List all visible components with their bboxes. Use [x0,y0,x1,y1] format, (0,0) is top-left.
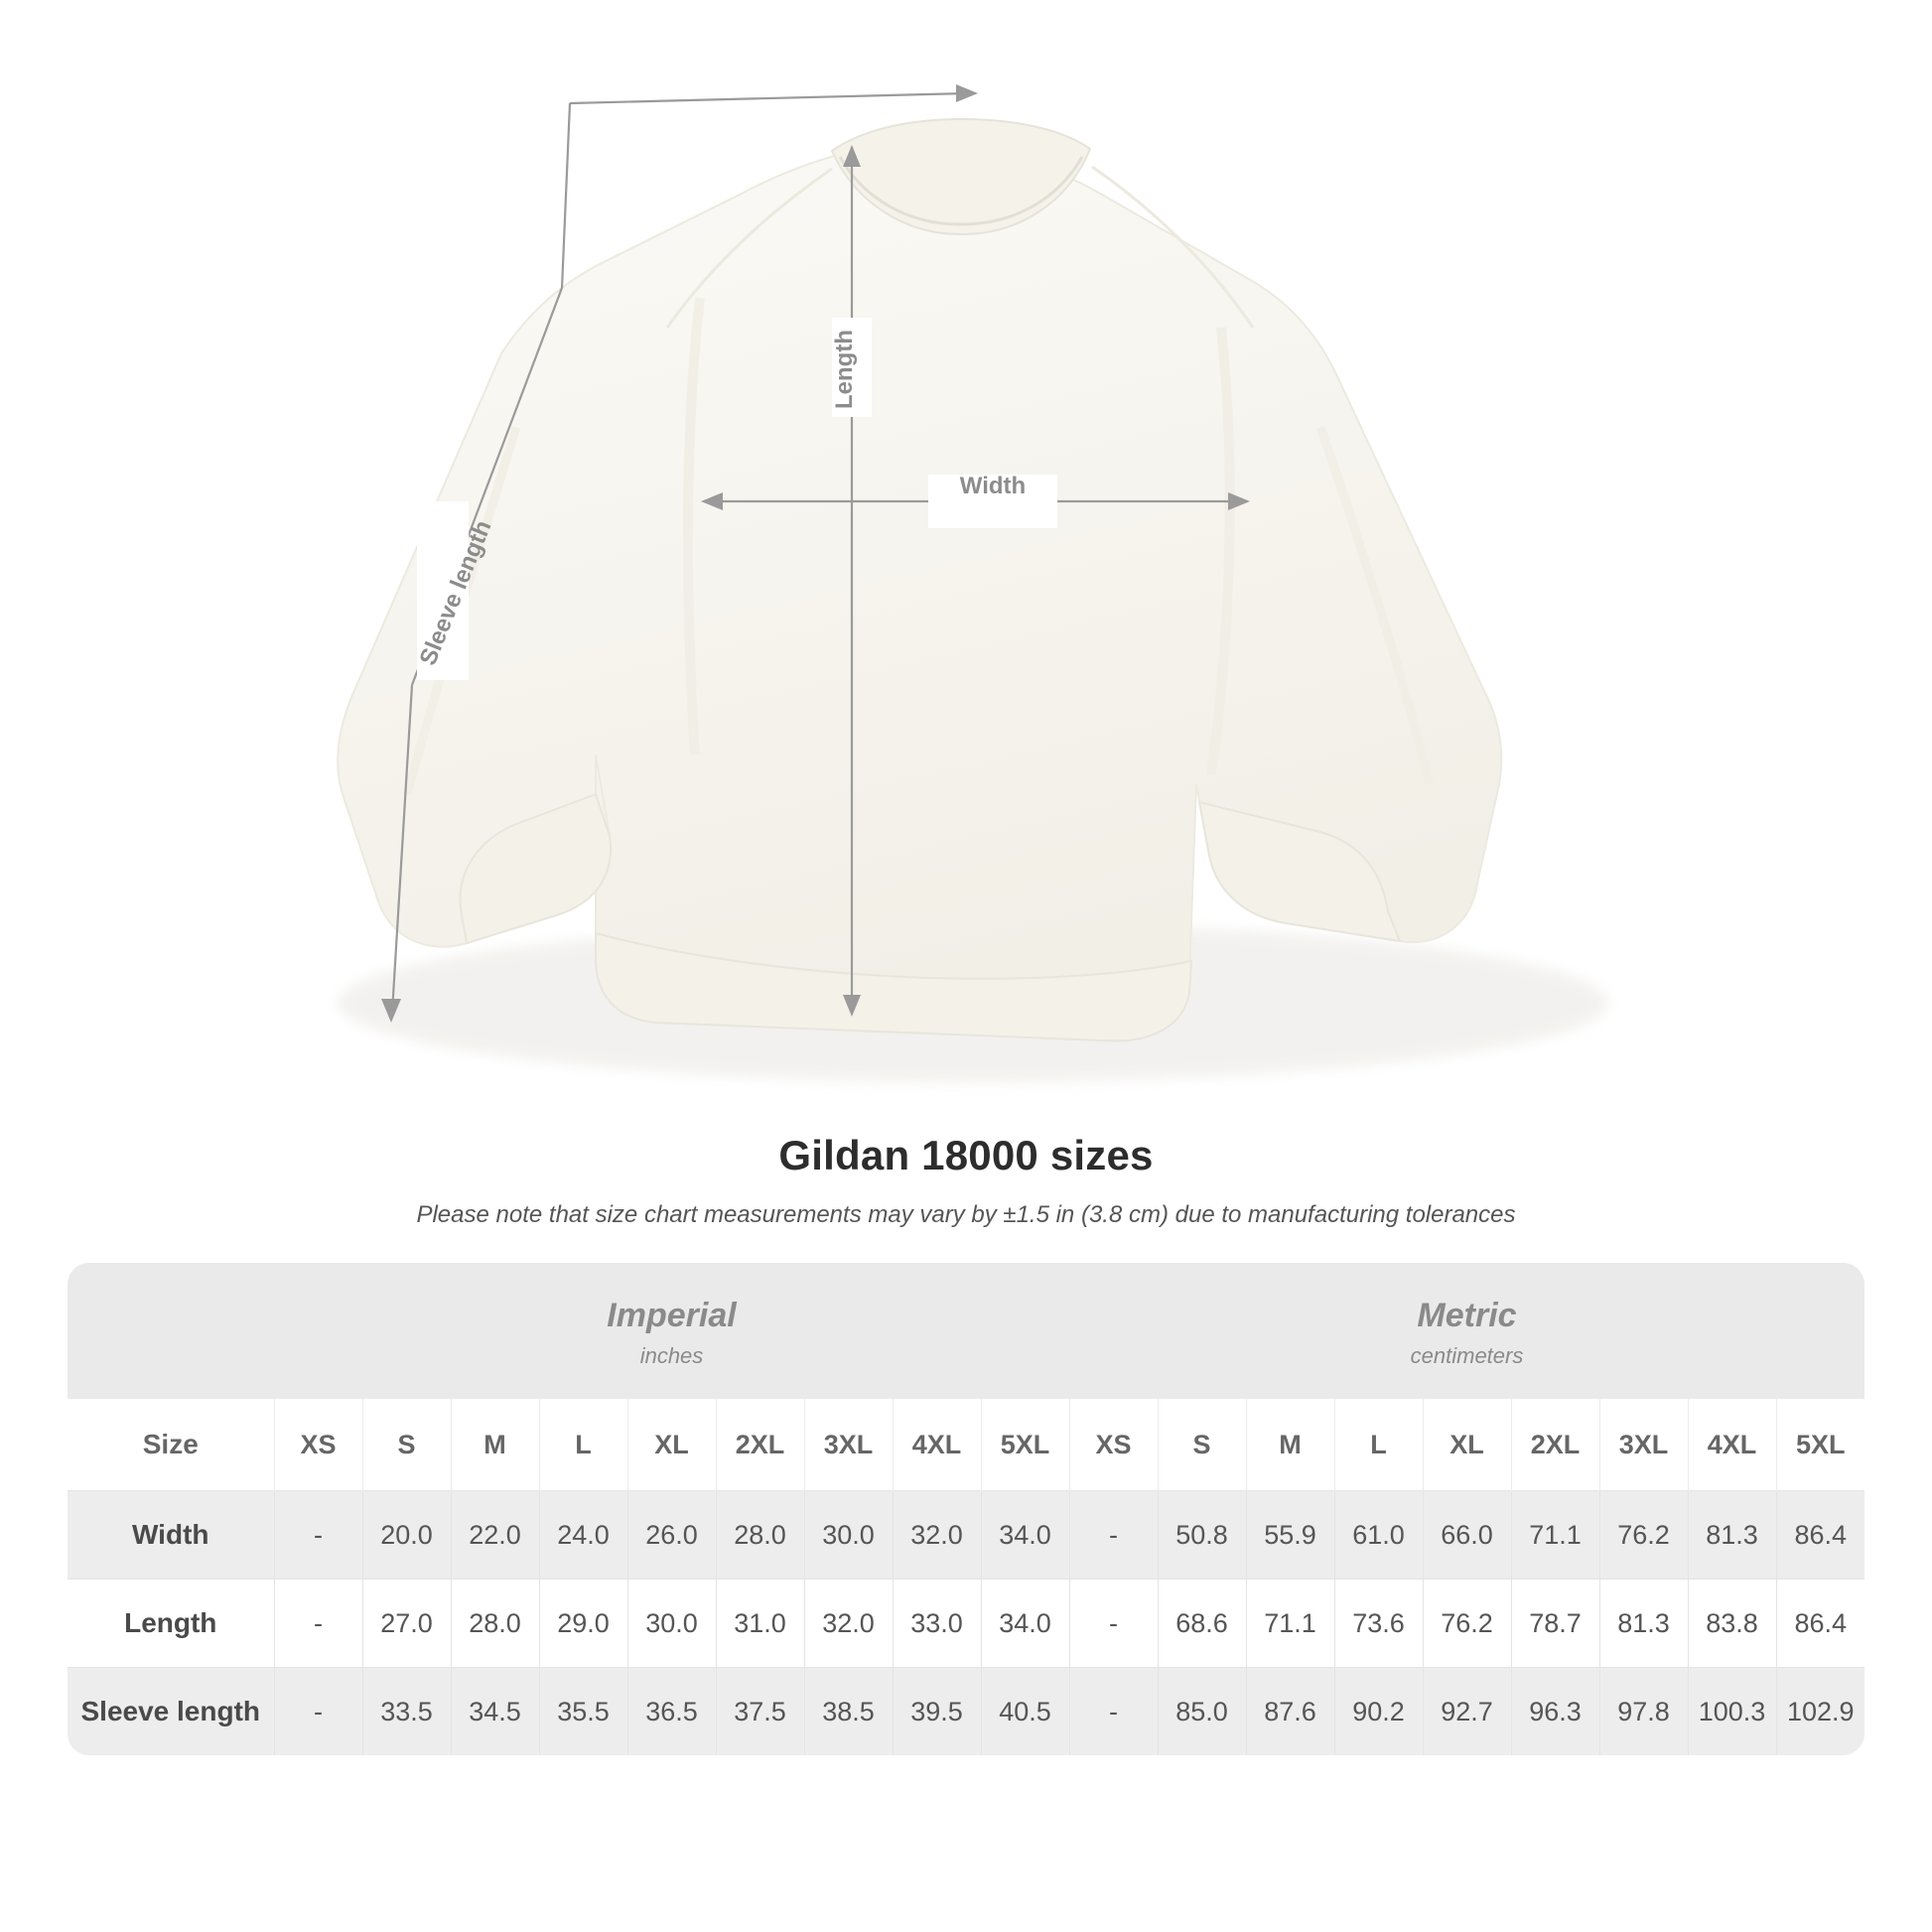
cell-length-3: 29.0 [539,1580,627,1668]
cell-sleeve-3: 35.5 [539,1668,627,1756]
page-title: Gildan 18000 sizes [778,1132,1154,1178]
cell-sleeve-4: 36.5 [627,1668,716,1756]
cell-sleeve-2: 34.5 [451,1668,539,1756]
unit-metric-name: Metric [1417,1297,1517,1334]
row-label-width: Width [68,1491,274,1580]
cell-length-7: 33.0 [893,1580,981,1668]
header-col-12: L [1334,1399,1423,1491]
column-header-row [68,1399,1864,1491]
cell-width-16: 81.3 [1688,1491,1776,1580]
cell-width-6: 30.0 [804,1491,893,1580]
unit-metric-sub: centimeters [1410,1343,1524,1368]
cell-sleeve-7: 39.5 [893,1668,981,1756]
cell-length-15: 81.3 [1599,1580,1688,1668]
row-label-length: Length [68,1580,274,1668]
cell-sleeve-12: 90.2 [1334,1668,1423,1756]
cell-width-10: 50.8 [1158,1491,1246,1580]
unit-imperial-sub: inches [639,1343,704,1368]
cell-sleeve-14: 96.3 [1511,1668,1599,1756]
cell-length-13: 76.2 [1423,1580,1511,1668]
title-block [0,1132,1932,1229]
cell-width-0: - [274,1491,362,1580]
cell-sleeve-17: 102.9 [1776,1668,1864,1756]
cell-length-2: 28.0 [451,1580,539,1668]
cell-width-17: 86.4 [1776,1491,1864,1580]
cell-width-1: 20.0 [362,1491,451,1580]
cell-length-6: 32.0 [804,1580,893,1668]
header-col-2: M [451,1399,539,1491]
table-row [68,1580,1864,1668]
header-col-17: 5XL [1776,1399,1864,1491]
header-col-9: XS [1069,1399,1158,1491]
cell-sleeve-15: 97.8 [1599,1668,1688,1756]
cell-width-15: 76.2 [1599,1491,1688,1580]
width-label: Width [959,473,1027,499]
unit-imperial [274,1263,1069,1399]
cell-sleeve-13: 92.7 [1423,1668,1511,1756]
cell-length-1: 27.0 [362,1580,451,1668]
cell-length-12: 73.6 [1334,1580,1423,1668]
cell-width-9: - [1069,1491,1158,1580]
header-col-5: 2XL [716,1399,804,1491]
cell-width-7: 32.0 [893,1491,981,1580]
header-col-14: 2XL [1511,1399,1599,1491]
cell-length-16: 83.8 [1688,1580,1776,1668]
cell-sleeve-0: - [274,1668,362,1756]
unit-imperial-name: Imperial [607,1297,737,1334]
header-col-8: 5XL [981,1399,1069,1491]
header-col-13: XL [1423,1399,1511,1491]
header-col-3: L [539,1399,627,1491]
header-col-1: S [362,1399,451,1491]
cell-length-5: 31.0 [716,1580,804,1668]
tolerance-note: Please note that size chart measurements may vary by ±1.5 in (3.8 cm) due to manufacturing tolerances [416,1201,1516,1228]
size-table-container [68,1263,1864,1755]
cell-width-14: 71.1 [1511,1491,1599,1580]
header-col-11: M [1246,1399,1334,1491]
header-col-6: 3XL [804,1399,893,1491]
header-size: Size [68,1399,274,1491]
unit-spacer [68,1263,274,1399]
header-col-16: 4XL [1688,1399,1776,1491]
cell-length-10: 68.6 [1158,1580,1246,1668]
cell-length-17: 86.4 [1776,1580,1864,1668]
sleeve-length-label: Sleeve length [414,516,497,669]
cell-length-4: 30.0 [627,1580,716,1668]
cell-sleeve-8: 40.5 [981,1668,1069,1756]
cell-width-3: 24.0 [539,1491,627,1580]
table-row [68,1668,1864,1756]
cell-sleeve-11: 87.6 [1246,1668,1334,1756]
cell-sleeve-1: 33.5 [362,1668,451,1756]
size-table [68,1263,1864,1755]
cell-sleeve-16: 100.3 [1688,1668,1776,1756]
row-label-sleeve-length: Sleeve length [68,1668,274,1756]
cell-sleeve-10: 85.0 [1158,1668,1246,1756]
cell-length-8: 34.0 [981,1580,1069,1668]
header-col-4: XL [627,1399,716,1491]
cell-width-5: 28.0 [716,1491,804,1580]
cell-length-0: - [274,1580,362,1668]
cell-width-8: 34.0 [981,1491,1069,1580]
header-col-10: S [1158,1399,1246,1491]
cell-length-11: 71.1 [1246,1580,1334,1668]
cell-length-9: - [1069,1580,1158,1668]
cell-width-13: 66.0 [1423,1491,1511,1580]
cell-sleeve-6: 38.5 [804,1668,893,1756]
cell-sleeve-9: - [1069,1668,1158,1756]
header-col-15: 3XL [1599,1399,1688,1491]
cell-length-14: 78.7 [1511,1580,1599,1668]
header-col-7: 4XL [893,1399,981,1491]
cell-width-2: 22.0 [451,1491,539,1580]
header-col-0: XS [274,1399,362,1491]
cell-width-12: 61.0 [1334,1491,1423,1580]
unit-metric [1069,1263,1864,1399]
cell-sleeve-5: 37.5 [716,1668,804,1756]
cell-width-4: 26.0 [627,1491,716,1580]
cell-width-11: 55.9 [1246,1491,1334,1580]
unit-header-row [68,1263,1864,1399]
length-label: Length [831,330,858,409]
table-row [68,1491,1864,1580]
